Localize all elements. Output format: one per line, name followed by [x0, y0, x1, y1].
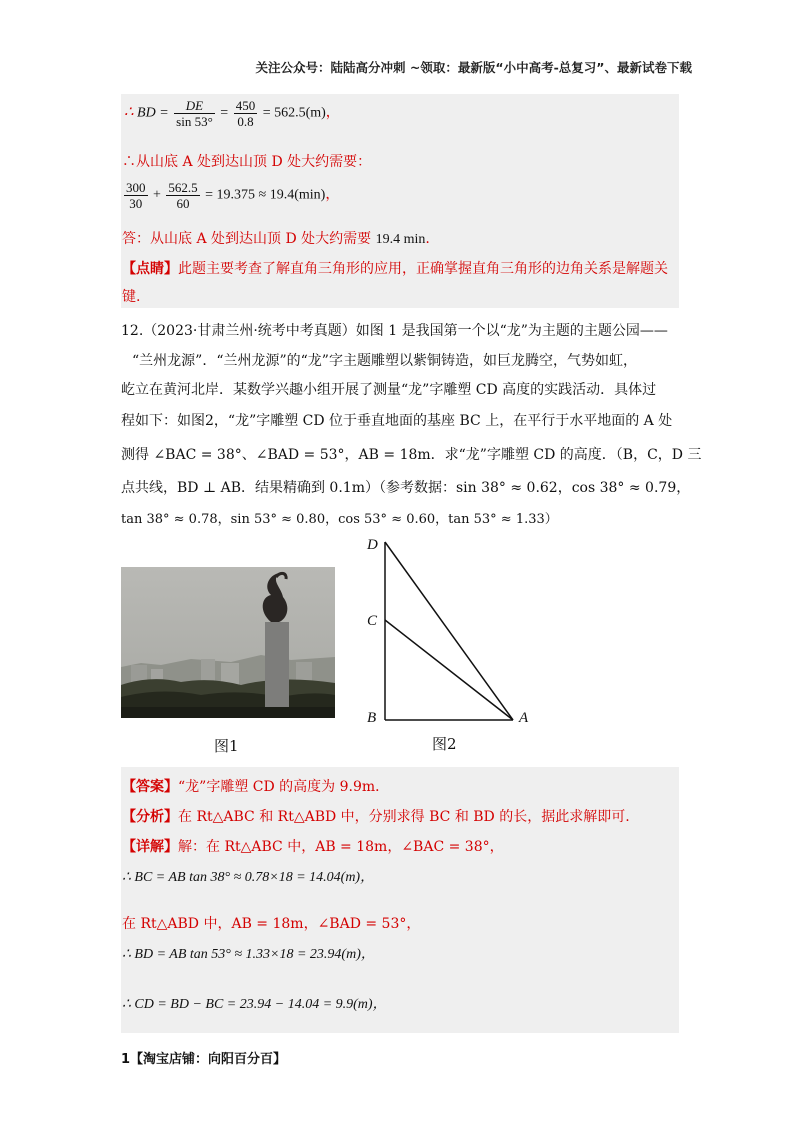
detail-line: 【详解】解：在 Rt△ABC 中，AB = 18m，∠BAC = 38°， — [122, 839, 504, 855]
dragon-sculpture-photo — [121, 567, 335, 718]
dianjing-line: 【点睛】此题主要考查了解直角三角形的应用，正确掌握直角三角形的边角关系是解题关 — [122, 261, 668, 277]
label-a: A — [519, 710, 529, 726]
label-b: B — [367, 710, 377, 726]
label-d: D — [367, 537, 378, 553]
question-line-7: tan 38° ≈ 0.78，sin 53° ≈ 0.80，cos 53° ≈ 0.60，tan 53° ≈ 1.33） — [121, 512, 558, 527]
question-line-1: 12.（2023·甘肃兰州·统考中考真题）如图 1 是我国第一个以“龙”为主题的主题公园—— — [121, 323, 668, 339]
segment-da — [385, 542, 513, 720]
question-line-2: “兰州龙源”．“兰州龙源”的“龙”字主题雕塑以紫铜铸造，如巨龙腾空，气势如虹， — [132, 353, 637, 369]
segment-ca — [385, 620, 513, 720]
analysis-line: 【分析】在 Rt△ABC 和 Rt△ABD 中，分别求得 BC 和 BD 的长，据此求解即可. — [122, 809, 630, 825]
equation-bc: ∴ BC = AB tan 38° ≈ 0.78×18 = 14.04(m)， — [122, 870, 375, 885]
figure2-caption: 图2 — [432, 735, 457, 753]
question-line-5: 测得 ∠BAC = 38°、∠BAD = 53°，AB = 18m．求“龙”字雕塑 CD 的高度．（B，C，D 三 — [121, 447, 702, 463]
time-needed-line: ∴从山底 A 处到达山顶 D 处大约需要： — [122, 154, 372, 170]
question-line-4: 程如下：如图2，“龙”字雕塑 CD 位于垂直地面的基座 BC 上，在平行于水平地面的 A 处 — [121, 413, 673, 429]
dianjing-line-end: 键. — [122, 289, 141, 305]
equation-time: $\frac{300}{30}$ + $\frac{562.5}{60}$ = 19.375 ≈ 19.4(min)， — [126, 180, 340, 211]
equation-cd: ∴ CD = BD − BC = 23.94 − 14.04 = 9.9(m)， — [122, 997, 387, 1012]
question-line-3: 屹立在黄河北岸．某数学兴趣小组开展了测量“龙”字雕塑 CD 高度的实践活动．具体过 — [121, 382, 657, 398]
equation-bd-2: ∴ BD = AB tan 53° ≈ 1.33×18 = 23.94(m)， — [122, 947, 375, 962]
equation-bd: ∴ BD = $\frac{DE}{\sin 53^\circ}$ = $\frac{450}{0.8}$ = 562.5(m)， — [124, 98, 340, 129]
answer-result-line: 【答案】“龙”字雕塑 CD 的高度为 9.9m． — [122, 779, 390, 795]
triangle-diagram — [355, 532, 555, 736]
figure1-caption: 图1 — [214, 737, 239, 755]
page-footer: 1【淘宝店铺：向阳百分百】 — [121, 1052, 287, 1067]
rt-abd-line: 在 Rt△ABD 中，AB = 18m，∠BAD = 53°， — [122, 916, 421, 932]
page-header: 关注公众号：陆陆高分冲刺 ~领取：最新版“小中高考-总复习”、最新试卷下载 — [255, 60, 692, 75]
answer-line: 答：从山底 A 处到达山顶 D 处大约需要 19.4 min. — [122, 231, 430, 247]
label-c: C — [367, 613, 378, 629]
question-line-6: 点共线，BD ⊥ AB．结果精确到 0.1m）（参考数据：sin 38° ≈ 0.62，cos 38° ≈ 0.79， — [121, 480, 691, 496]
